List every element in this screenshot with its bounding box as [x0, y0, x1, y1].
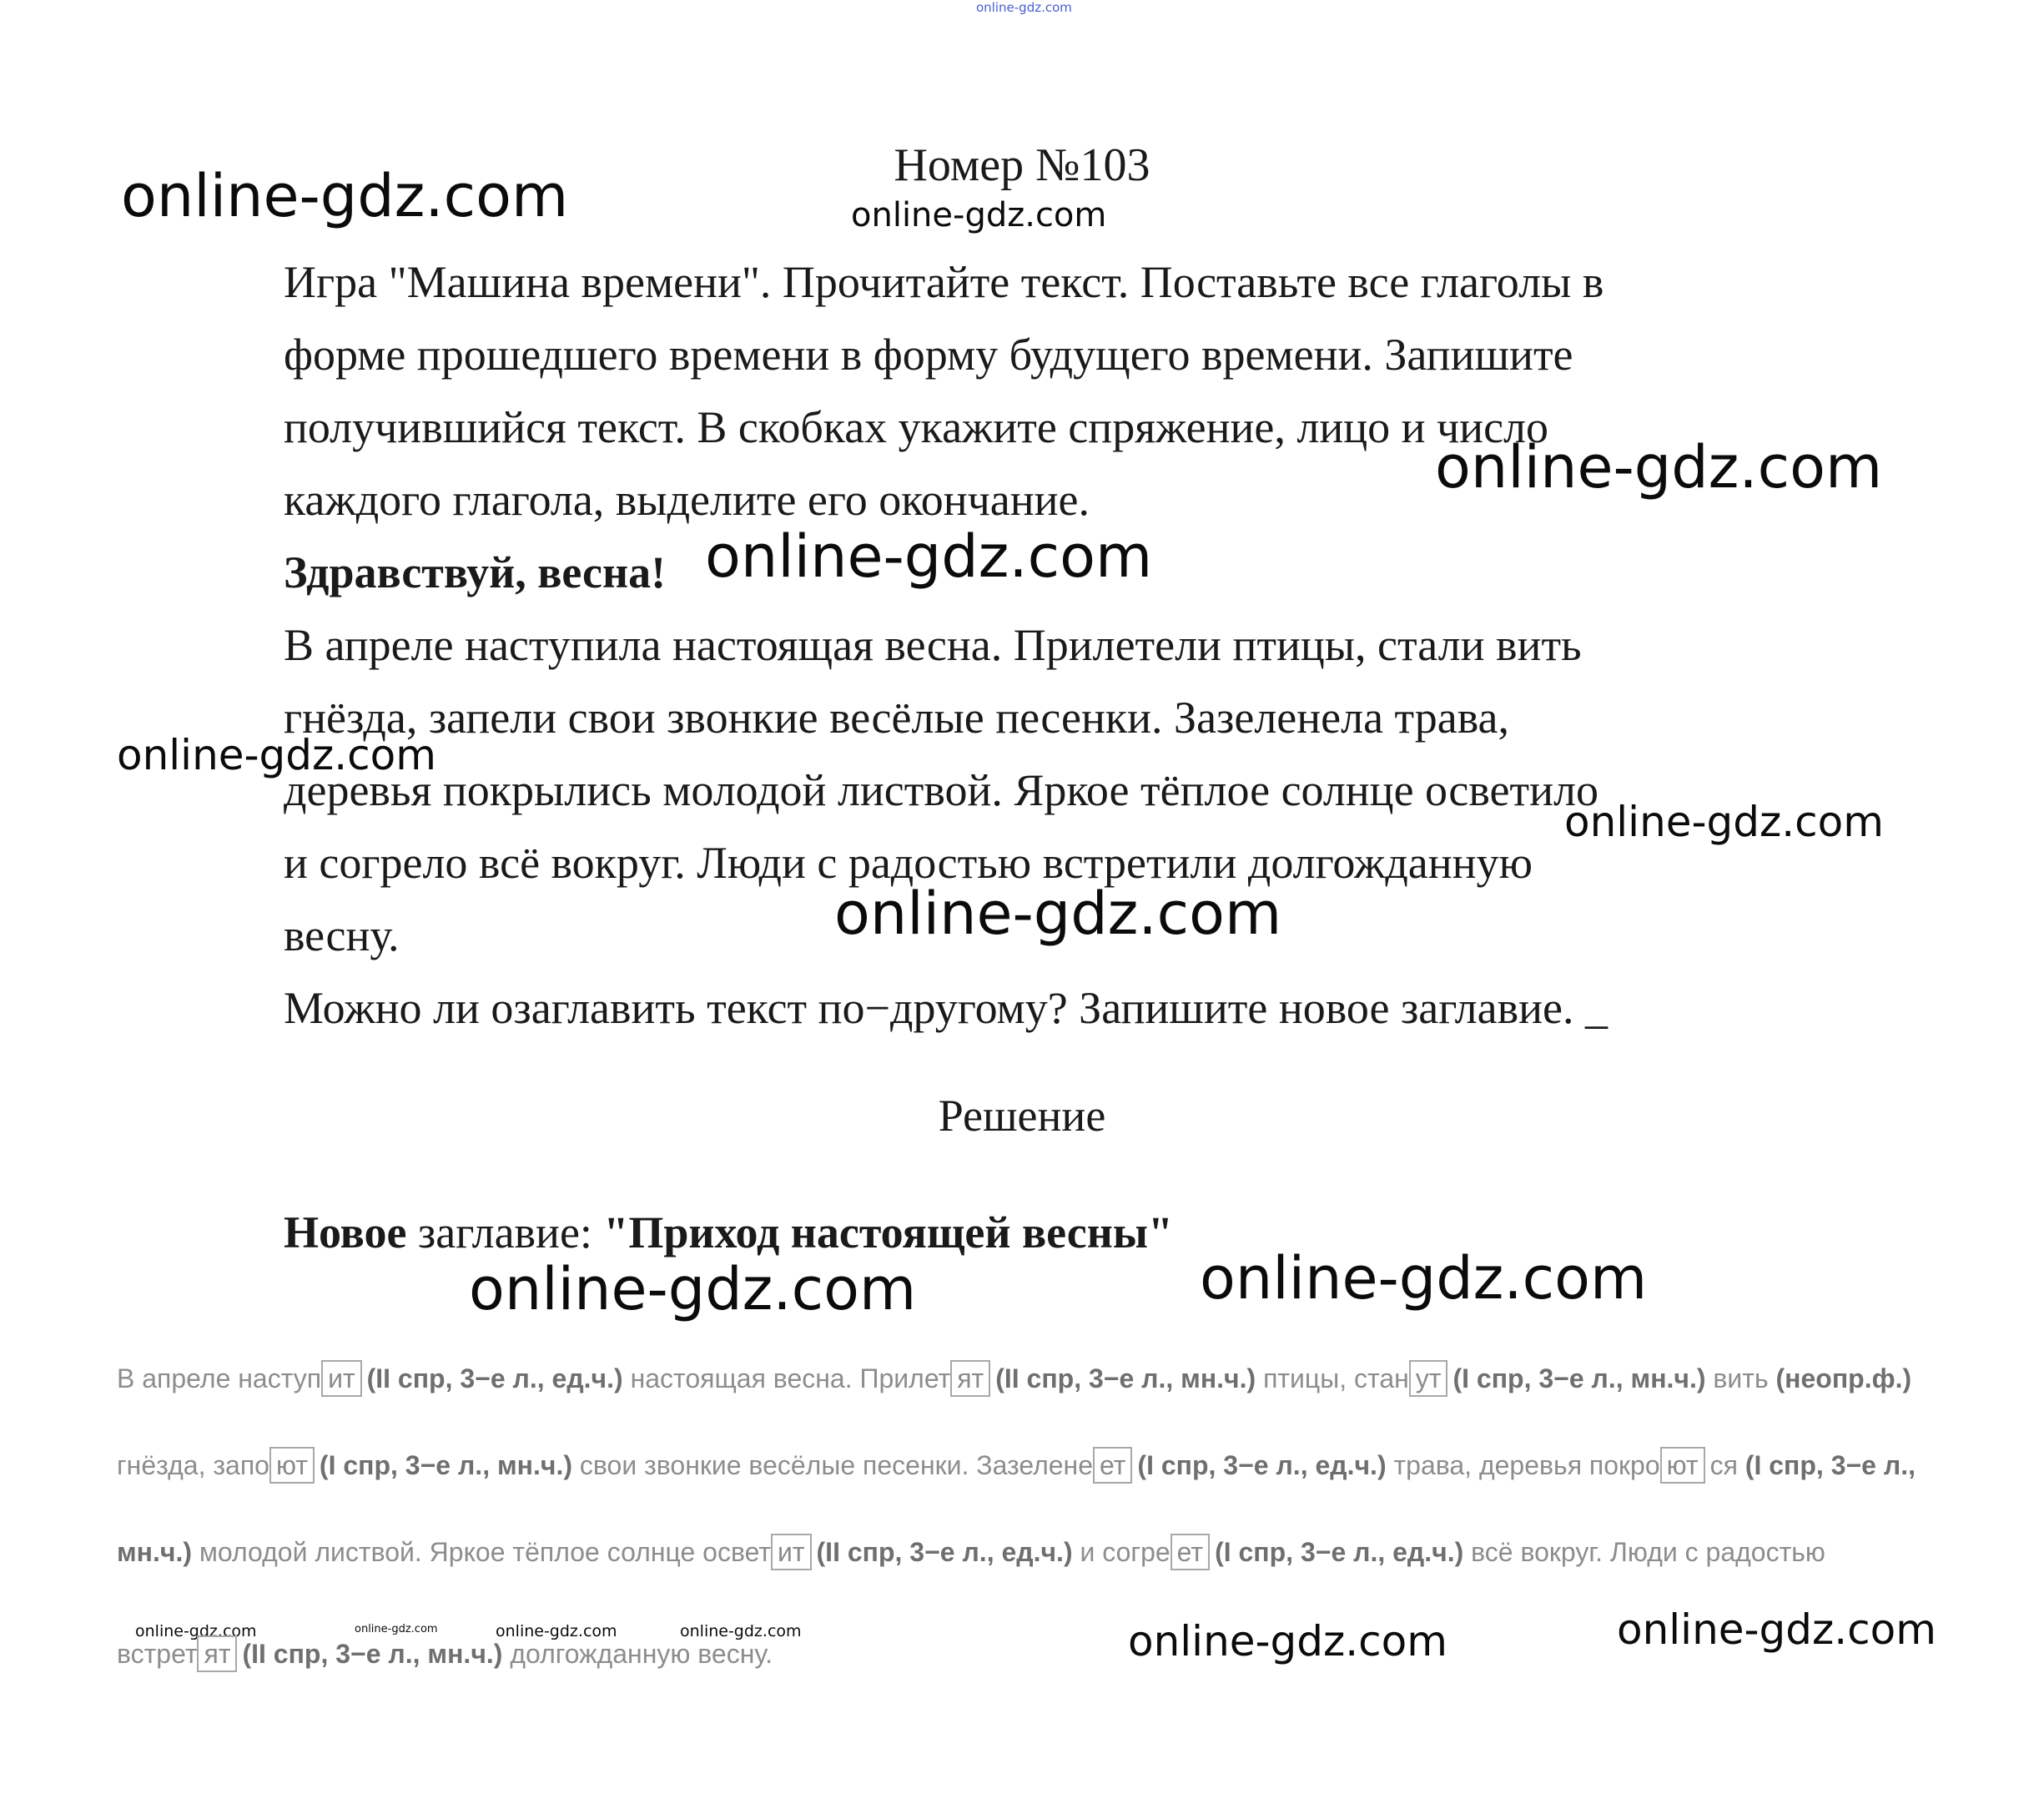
- watermark: online-gdz.com: [135, 1622, 257, 1640]
- ending-box: ет: [1093, 1447, 1132, 1484]
- text-heading: Здравствуй, весна!: [284, 547, 667, 597]
- grammar-note: (II спр, 3−е л., мн.ч.): [995, 1363, 1256, 1393]
- task-line: получившийся текст. В скобках укажите спряжение, лицо и число: [284, 402, 1548, 452]
- answer-text-part: ся: [1709, 1450, 1745, 1480]
- answer-line: [117, 1447, 1916, 1484]
- ending-box: ит: [321, 1360, 362, 1397]
- answer-text-part: свои звонкие весёлые песенки. Зазелене: [571, 1450, 1094, 1480]
- task-line: форме прошедшего времени в форму будущего времени. Запишите: [284, 330, 1573, 380]
- answer-text-part: всё вокруг. Люди с радостью: [1463, 1537, 1825, 1567]
- grammar-note: (I спр, 3−е л., ед.ч.): [1215, 1537, 1464, 1567]
- watermark: online-gdz.com: [834, 879, 1282, 948]
- grammar-note: (неопр.ф.): [1775, 1363, 1912, 1393]
- answer-text-part: В апреле наступ: [117, 1363, 322, 1393]
- watermark: online-gdz.com: [1617, 1605, 1936, 1654]
- answer-text-part: встрет: [117, 1639, 198, 1669]
- task-line: Игра "Машина времени". Прочитайте текст. Поставьте все глаголы в: [284, 257, 1604, 307]
- task-question: Можно ли озаглавить текст по−другому? Запишите новое заглавие. _: [284, 983, 1608, 1033]
- watermark: online-gdz.com: [1564, 798, 1884, 846]
- new-title-label: заглавие:: [406, 1207, 604, 1257]
- watermark: online-gdz.com: [355, 1623, 438, 1635]
- watermark: online-gdz.com: [496, 1622, 617, 1640]
- answer-text-part: долгожданную весну.: [502, 1639, 773, 1669]
- grammar-note: (II спр, 3−е л., ед.ч.): [816, 1537, 1073, 1567]
- task-line: каждого глагола, выделите его окончание.: [284, 475, 1090, 525]
- answer-text-part: настоящая весна. Прилет: [622, 1363, 951, 1393]
- watermark-top: online-gdz.com: [976, 0, 1072, 15]
- grammar-note: (I спр, 3−е л., мн.ч.): [1452, 1363, 1706, 1393]
- answer-text-part: молодой листвой. Яркое тёплое солнце освет: [192, 1537, 771, 1567]
- grammar-note: (I спр, 3−е л., ед.ч.): [1137, 1450, 1387, 1480]
- ending-box: ет: [1171, 1534, 1210, 1570]
- ending-box: ют: [269, 1447, 315, 1484]
- new-title: [284, 1207, 1174, 1257]
- watermark: online-gdz.com: [705, 522, 1153, 591]
- text-line: гнёзда, запели свои звонкие весёлые песенки. Зазеленела трава,: [284, 693, 1510, 743]
- watermark: online-gdz.com: [469, 1255, 917, 1323]
- watermark: online-gdz.com: [117, 731, 436, 779]
- ending-box: ют: [1660, 1447, 1705, 1484]
- watermark: online-gdz.com: [121, 162, 569, 230]
- page-title: Номер №103: [894, 139, 1150, 191]
- text-line: весну.: [284, 910, 400, 960]
- new-title-value: "Приход настоящей весны": [603, 1207, 1174, 1257]
- answer-text-part: и согре: [1072, 1537, 1171, 1567]
- answer-text-part: вить: [1705, 1363, 1776, 1393]
- watermark: online-gdz.com: [1200, 1244, 1648, 1313]
- watermark: online-gdz.com: [1128, 1617, 1447, 1665]
- ending-box: ят: [950, 1360, 990, 1397]
- watermark: online-gdz.com: [1435, 433, 1883, 501]
- ending-box: ут: [1409, 1360, 1448, 1397]
- text-line: В апреле наступила настоящая весна. Прилетели птицы, стали вить: [284, 620, 1582, 670]
- grammar-note: мн.ч.): [117, 1537, 193, 1567]
- answer-line: [117, 1635, 773, 1672]
- task-text: [284, 246, 1785, 1045]
- answer-text-part: птицы, стан: [1256, 1363, 1409, 1393]
- answer-text-part: трава, деревья покро: [1386, 1450, 1660, 1480]
- text-line: и согрело всё вокруг. Люди с радостью встретили долгожданную: [284, 838, 1533, 888]
- watermark: online-gdz.com: [851, 196, 1107, 234]
- text-line: деревья покрылись молодой листвой. Яркое тёплое солнце осветило: [284, 765, 1598, 815]
- grammar-note: (I спр, 3−е л.,: [1744, 1450, 1916, 1480]
- answer-text-part: гнёзда, запо: [117, 1450, 269, 1480]
- ending-box: ит: [771, 1534, 812, 1570]
- answer-line: [117, 1360, 1911, 1397]
- watermark: online-gdz.com: [680, 1622, 802, 1640]
- grammar-note: (II спр, 3−е л., ед.ч.): [366, 1363, 623, 1393]
- new-title-bold: Новое: [284, 1207, 407, 1257]
- grammar-note: (I спр, 3−е л., мн.ч.): [319, 1450, 572, 1480]
- grammar-note: (II спр, 3−е л., мн.ч.): [242, 1639, 503, 1669]
- solution-heading: Решение: [938, 1091, 1106, 1141]
- ending-box: ят: [197, 1635, 237, 1672]
- answer-line: [117, 1534, 1825, 1570]
